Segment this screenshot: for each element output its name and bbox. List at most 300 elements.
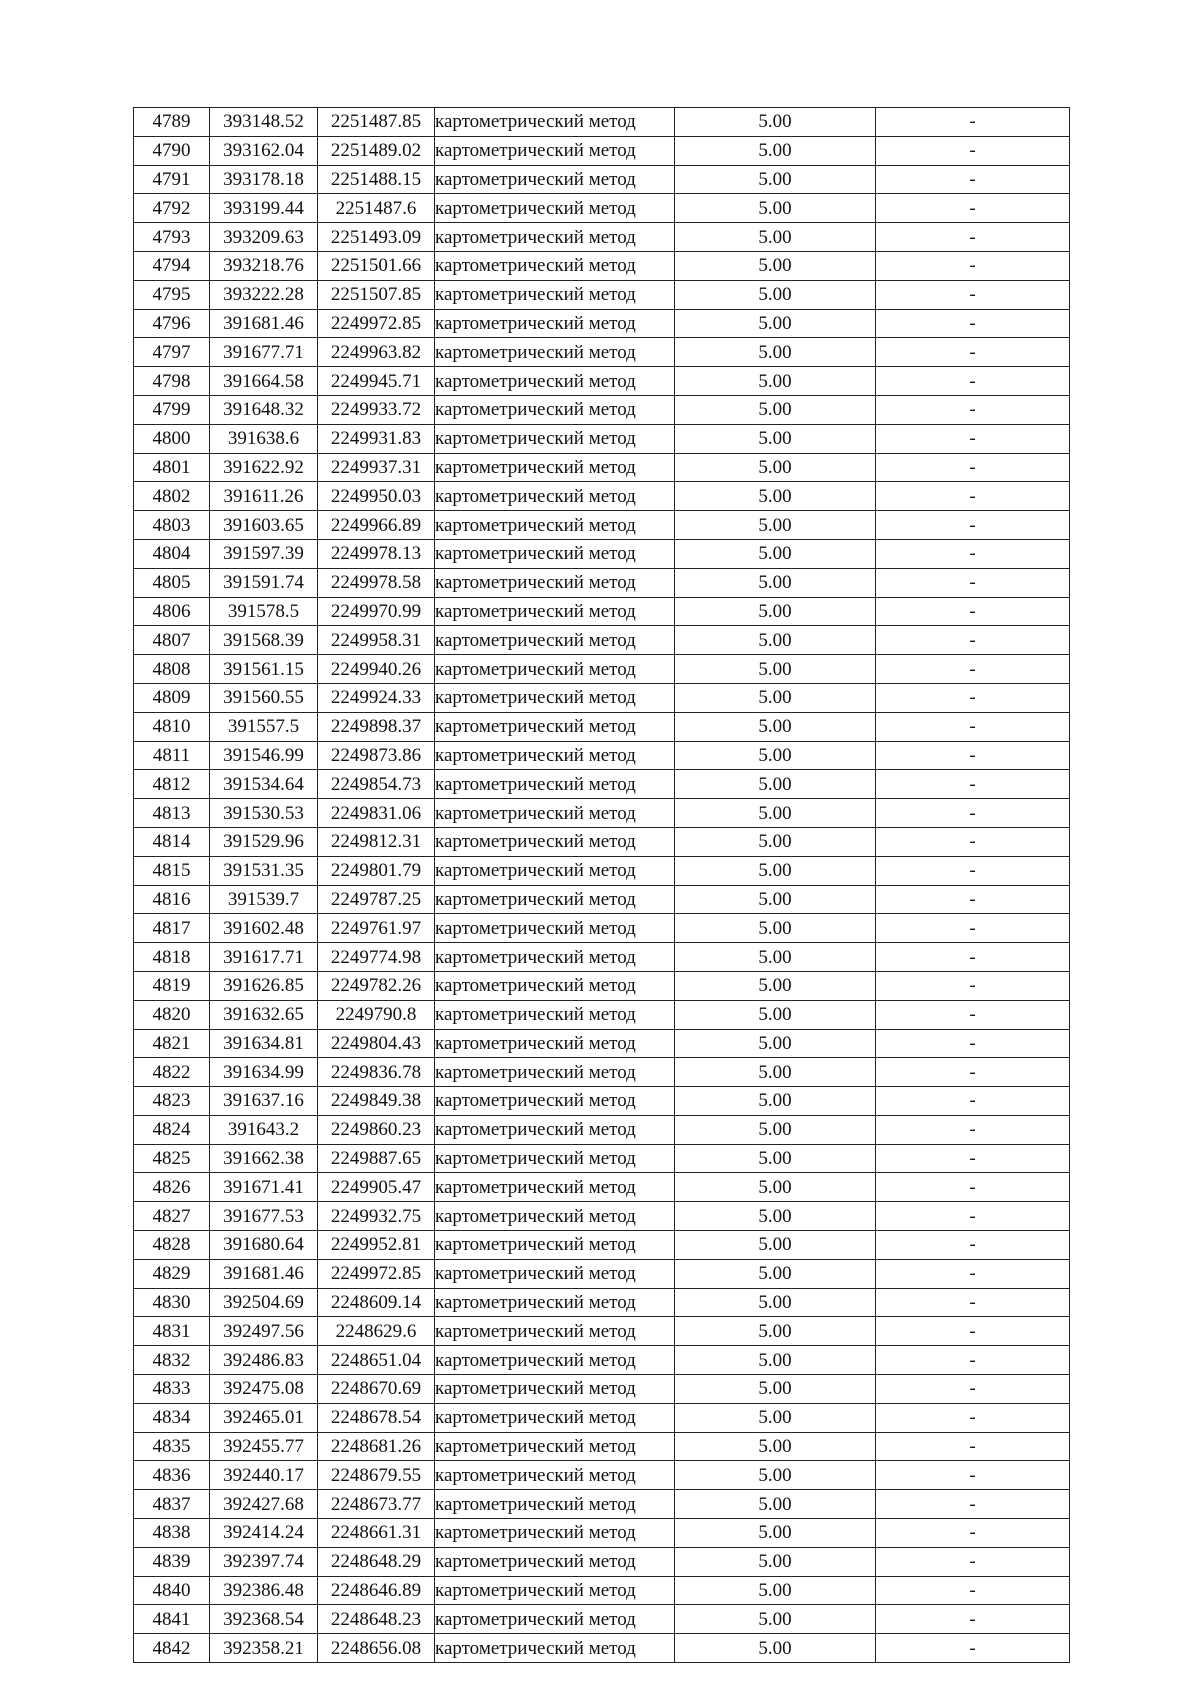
accuracy-cell: 5.00 [675, 1317, 876, 1346]
y-coordinate-cell: 2249804.43 [318, 1029, 435, 1058]
table-row [134, 568, 1070, 597]
point-number-cell: 4794 [134, 251, 210, 280]
y-coordinate-cell: 2249790.8 [318, 1000, 435, 1029]
table-row [134, 108, 1070, 137]
x-coordinate-cell: 393222.28 [210, 280, 318, 309]
accuracy-cell: 5.00 [675, 770, 876, 799]
point-number-cell: 4822 [134, 1058, 210, 1087]
method-cell: картометрический метод [435, 395, 675, 424]
x-coordinate-cell: 393178.18 [210, 165, 318, 194]
table-row [134, 683, 1070, 712]
note-cell: - [876, 1519, 1070, 1548]
point-number-cell: 4789 [134, 108, 210, 137]
x-coordinate-cell: 391531.35 [210, 856, 318, 885]
x-coordinate-cell: 392397.74 [210, 1547, 318, 1576]
table-row [134, 1403, 1070, 1432]
point-number-cell: 4838 [134, 1519, 210, 1548]
note-cell: - [876, 568, 1070, 597]
table-row [134, 1317, 1070, 1346]
note-cell: - [876, 223, 1070, 252]
x-coordinate-cell: 391578.5 [210, 597, 318, 626]
x-coordinate-cell: 391638.6 [210, 424, 318, 453]
y-coordinate-cell: 2249849.38 [318, 1087, 435, 1116]
point-number-cell: 4819 [134, 971, 210, 1000]
accuracy-cell: 5.00 [675, 539, 876, 568]
table-row [134, 1144, 1070, 1173]
y-coordinate-cell: 2249963.82 [318, 338, 435, 367]
table-row [134, 1087, 1070, 1116]
x-coordinate-cell: 391557.5 [210, 712, 318, 741]
table-row [134, 482, 1070, 511]
accuracy-cell: 5.00 [675, 280, 876, 309]
table-row [134, 1000, 1070, 1029]
x-coordinate-cell: 393148.52 [210, 108, 318, 137]
y-coordinate-cell: 2249905.47 [318, 1173, 435, 1202]
coordinates-table [133, 107, 1070, 1663]
note-cell: - [876, 626, 1070, 655]
point-number-cell: 4800 [134, 424, 210, 453]
y-coordinate-cell: 2249966.89 [318, 511, 435, 540]
y-coordinate-cell: 2249787.25 [318, 885, 435, 914]
note-cell: - [876, 482, 1070, 511]
accuracy-cell: 5.00 [675, 108, 876, 137]
y-coordinate-cell: 2249860.23 [318, 1115, 435, 1144]
table-row [134, 395, 1070, 424]
y-coordinate-cell: 2248661.31 [318, 1519, 435, 1548]
method-cell: картометрический метод [435, 1605, 675, 1634]
method-cell: картометрический метод [435, 1058, 675, 1087]
accuracy-cell: 5.00 [675, 655, 876, 684]
note-cell: - [876, 1115, 1070, 1144]
method-cell: картометрический метод [435, 1576, 675, 1605]
point-number-cell: 4808 [134, 655, 210, 684]
point-number-cell: 4815 [134, 856, 210, 885]
note-cell: - [876, 1259, 1070, 1288]
note-cell: - [876, 280, 1070, 309]
note-cell: - [876, 1605, 1070, 1634]
x-coordinate-cell: 392455.77 [210, 1432, 318, 1461]
y-coordinate-cell: 2249952.81 [318, 1231, 435, 1260]
point-number-cell: 4840 [134, 1576, 210, 1605]
accuracy-cell: 5.00 [675, 338, 876, 367]
table-row [134, 1490, 1070, 1519]
table-row [134, 856, 1070, 885]
method-cell: картометрический метод [435, 1432, 675, 1461]
point-number-cell: 4831 [134, 1317, 210, 1346]
point-number-cell: 4825 [134, 1144, 210, 1173]
table-row [134, 770, 1070, 799]
note-cell: - [876, 1432, 1070, 1461]
x-coordinate-cell: 391561.15 [210, 655, 318, 684]
note-cell: - [876, 108, 1070, 137]
point-number-cell: 4829 [134, 1259, 210, 1288]
y-coordinate-cell: 2248646.89 [318, 1576, 435, 1605]
y-coordinate-cell: 2249937.31 [318, 453, 435, 482]
table-row [134, 1547, 1070, 1576]
x-coordinate-cell: 391680.64 [210, 1231, 318, 1260]
table-row [134, 1058, 1070, 1087]
note-cell: - [876, 194, 1070, 223]
method-cell: картометрический метод [435, 1231, 675, 1260]
x-coordinate-cell: 391591.74 [210, 568, 318, 597]
method-cell: картометрический метод [435, 1375, 675, 1404]
accuracy-cell: 5.00 [675, 597, 876, 626]
x-coordinate-cell: 391681.46 [210, 309, 318, 338]
table-row [134, 1346, 1070, 1375]
table-row [134, 1519, 1070, 1548]
note-cell: - [876, 741, 1070, 770]
y-coordinate-cell: 2249972.85 [318, 309, 435, 338]
y-coordinate-cell: 2249812.31 [318, 827, 435, 856]
point-number-cell: 4798 [134, 367, 210, 396]
method-cell: картометрический метод [435, 799, 675, 828]
x-coordinate-cell: 391634.81 [210, 1029, 318, 1058]
note-cell: - [876, 1403, 1070, 1432]
table-row [134, 194, 1070, 223]
y-coordinate-cell: 2248679.55 [318, 1461, 435, 1490]
y-coordinate-cell: 2249831.06 [318, 799, 435, 828]
point-number-cell: 4793 [134, 223, 210, 252]
note-cell: - [876, 1634, 1070, 1663]
y-coordinate-cell: 2249970.99 [318, 597, 435, 626]
accuracy-cell: 5.00 [675, 568, 876, 597]
accuracy-cell: 5.00 [675, 395, 876, 424]
table-row [134, 1432, 1070, 1461]
table-row [134, 626, 1070, 655]
y-coordinate-cell: 2249924.33 [318, 683, 435, 712]
x-coordinate-cell: 391643.2 [210, 1115, 318, 1144]
y-coordinate-cell: 2248629.6 [318, 1317, 435, 1346]
x-coordinate-cell: 391681.46 [210, 1259, 318, 1288]
point-number-cell: 4799 [134, 395, 210, 424]
x-coordinate-cell: 391637.16 [210, 1087, 318, 1116]
point-number-cell: 4820 [134, 1000, 210, 1029]
method-cell: картометрический метод [435, 655, 675, 684]
accuracy-cell: 5.00 [675, 683, 876, 712]
accuracy-cell: 5.00 [675, 1029, 876, 1058]
note-cell: - [876, 1317, 1070, 1346]
point-number-cell: 4830 [134, 1288, 210, 1317]
x-coordinate-cell: 391671.41 [210, 1173, 318, 1202]
accuracy-cell: 5.00 [675, 1432, 876, 1461]
method-cell: картометрический метод [435, 309, 675, 338]
x-coordinate-cell: 392486.83 [210, 1346, 318, 1375]
method-cell: картометрический метод [435, 1634, 675, 1663]
table-row [134, 165, 1070, 194]
method-cell: картометрический метод [435, 626, 675, 655]
x-coordinate-cell: 392386.48 [210, 1576, 318, 1605]
accuracy-cell: 5.00 [675, 1058, 876, 1087]
x-coordinate-cell: 391662.38 [210, 1144, 318, 1173]
table-row [134, 885, 1070, 914]
point-number-cell: 4801 [134, 453, 210, 482]
note-cell: - [876, 539, 1070, 568]
accuracy-cell: 5.00 [675, 1346, 876, 1375]
y-coordinate-cell: 2251489.02 [318, 136, 435, 165]
accuracy-cell: 5.00 [675, 885, 876, 914]
point-number-cell: 4816 [134, 885, 210, 914]
accuracy-cell: 5.00 [675, 1173, 876, 1202]
x-coordinate-cell: 391529.96 [210, 827, 318, 856]
method-cell: картометрический метод [435, 1173, 675, 1202]
y-coordinate-cell: 2248673.77 [318, 1490, 435, 1519]
x-coordinate-cell: 392504.69 [210, 1288, 318, 1317]
x-coordinate-cell: 391603.65 [210, 511, 318, 540]
y-coordinate-cell: 2251488.15 [318, 165, 435, 194]
note-cell: - [876, 1000, 1070, 1029]
method-cell: картометрический метод [435, 827, 675, 856]
x-coordinate-cell: 393162.04 [210, 136, 318, 165]
y-coordinate-cell: 2249945.71 [318, 367, 435, 396]
y-coordinate-cell: 2251487.85 [318, 108, 435, 137]
accuracy-cell: 5.00 [675, 251, 876, 280]
y-coordinate-cell: 2249978.13 [318, 539, 435, 568]
method-cell: картометрический метод [435, 943, 675, 972]
table-row [134, 827, 1070, 856]
point-number-cell: 4806 [134, 597, 210, 626]
table-row [134, 1173, 1070, 1202]
accuracy-cell: 5.00 [675, 1231, 876, 1260]
point-number-cell: 4832 [134, 1346, 210, 1375]
point-number-cell: 4834 [134, 1403, 210, 1432]
accuracy-cell: 5.00 [675, 136, 876, 165]
accuracy-cell: 5.00 [675, 1634, 876, 1663]
x-coordinate-cell: 392440.17 [210, 1461, 318, 1490]
x-coordinate-cell: 392465.01 [210, 1403, 318, 1432]
table-row [134, 309, 1070, 338]
point-number-cell: 4836 [134, 1461, 210, 1490]
y-coordinate-cell: 2251487.6 [318, 194, 435, 223]
method-cell: картометрический метод [435, 539, 675, 568]
method-cell: картометрический метод [435, 568, 675, 597]
accuracy-cell: 5.00 [675, 1605, 876, 1634]
accuracy-cell: 5.00 [675, 1547, 876, 1576]
x-coordinate-cell: 391632.65 [210, 1000, 318, 1029]
point-number-cell: 4791 [134, 165, 210, 194]
table-row [134, 1202, 1070, 1231]
point-number-cell: 4814 [134, 827, 210, 856]
method-cell: картометрический метод [435, 1000, 675, 1029]
note-cell: - [876, 597, 1070, 626]
note-cell: - [876, 511, 1070, 540]
note-cell: - [876, 1173, 1070, 1202]
table-row [134, 655, 1070, 684]
y-coordinate-cell: 2251507.85 [318, 280, 435, 309]
y-coordinate-cell: 2249887.65 [318, 1144, 435, 1173]
method-cell: картометрический метод [435, 136, 675, 165]
x-coordinate-cell: 391568.39 [210, 626, 318, 655]
method-cell: картометрический метод [435, 194, 675, 223]
y-coordinate-cell: 2248681.26 [318, 1432, 435, 1461]
table-row [134, 1634, 1070, 1663]
point-number-cell: 4796 [134, 309, 210, 338]
method-cell: картометрический метод [435, 741, 675, 770]
accuracy-cell: 5.00 [675, 194, 876, 223]
y-coordinate-cell: 2249933.72 [318, 395, 435, 424]
note-cell: - [876, 827, 1070, 856]
table-row [134, 223, 1070, 252]
note-cell: - [876, 683, 1070, 712]
x-coordinate-cell: 391546.99 [210, 741, 318, 770]
note-cell: - [876, 424, 1070, 453]
x-coordinate-cell: 391611.26 [210, 482, 318, 511]
accuracy-cell: 5.00 [675, 309, 876, 338]
method-cell: картометрический метод [435, 482, 675, 511]
y-coordinate-cell: 2249931.83 [318, 424, 435, 453]
note-cell: - [876, 1288, 1070, 1317]
note-cell: - [876, 1202, 1070, 1231]
point-number-cell: 4842 [134, 1634, 210, 1663]
y-coordinate-cell: 2249958.31 [318, 626, 435, 655]
x-coordinate-cell: 392427.68 [210, 1490, 318, 1519]
note-cell: - [876, 1461, 1070, 1490]
point-number-cell: 4803 [134, 511, 210, 540]
method-cell: картометрический метод [435, 108, 675, 137]
table-row [134, 1461, 1070, 1490]
note-cell: - [876, 367, 1070, 396]
y-coordinate-cell: 2248648.23 [318, 1605, 435, 1634]
note-cell: - [876, 885, 1070, 914]
x-coordinate-cell: 393199.44 [210, 194, 318, 223]
note-cell: - [876, 1029, 1070, 1058]
y-coordinate-cell: 2249950.03 [318, 482, 435, 511]
note-cell: - [876, 712, 1070, 741]
point-number-cell: 4813 [134, 799, 210, 828]
note-cell: - [876, 251, 1070, 280]
table-row [134, 741, 1070, 770]
table-row [134, 1259, 1070, 1288]
table-row [134, 424, 1070, 453]
accuracy-cell: 5.00 [675, 511, 876, 540]
method-cell: картометрический метод [435, 683, 675, 712]
method-cell: картометрический метод [435, 165, 675, 194]
y-coordinate-cell: 2248678.54 [318, 1403, 435, 1432]
note-cell: - [876, 136, 1070, 165]
point-number-cell: 4821 [134, 1029, 210, 1058]
x-coordinate-cell: 391626.85 [210, 971, 318, 1000]
note-cell: - [876, 856, 1070, 885]
x-coordinate-cell: 392414.24 [210, 1519, 318, 1548]
x-coordinate-cell: 393209.63 [210, 223, 318, 252]
y-coordinate-cell: 2249836.78 [318, 1058, 435, 1087]
y-coordinate-cell: 2249782.26 [318, 971, 435, 1000]
note-cell: - [876, 165, 1070, 194]
method-cell: картометрический метод [435, 856, 675, 885]
accuracy-cell: 5.00 [675, 712, 876, 741]
table-row [134, 367, 1070, 396]
method-cell: картометрический метод [435, 223, 675, 252]
table-row [134, 1605, 1070, 1634]
accuracy-cell: 5.00 [675, 482, 876, 511]
method-cell: картометрический метод [435, 1144, 675, 1173]
table-row [134, 712, 1070, 741]
y-coordinate-cell: 2251493.09 [318, 223, 435, 252]
accuracy-cell: 5.00 [675, 424, 876, 453]
method-cell: картометрический метод [435, 1519, 675, 1548]
x-coordinate-cell: 391622.92 [210, 453, 318, 482]
point-number-cell: 4805 [134, 568, 210, 597]
x-coordinate-cell: 391677.71 [210, 338, 318, 367]
point-number-cell: 4823 [134, 1087, 210, 1116]
table-row [134, 251, 1070, 280]
table-row [134, 1231, 1070, 1260]
note-cell: - [876, 1144, 1070, 1173]
point-number-cell: 4827 [134, 1202, 210, 1231]
method-cell: картометрический метод [435, 770, 675, 799]
y-coordinate-cell: 2248656.08 [318, 1634, 435, 1663]
note-cell: - [876, 943, 1070, 972]
point-number-cell: 4807 [134, 626, 210, 655]
method-cell: картометрический метод [435, 597, 675, 626]
x-coordinate-cell: 392368.54 [210, 1605, 318, 1634]
accuracy-cell: 5.00 [675, 827, 876, 856]
y-coordinate-cell: 2249761.97 [318, 914, 435, 943]
accuracy-cell: 5.00 [675, 1202, 876, 1231]
accuracy-cell: 5.00 [675, 914, 876, 943]
note-cell: - [876, 799, 1070, 828]
note-cell: - [876, 1058, 1070, 1087]
y-coordinate-cell: 2249873.86 [318, 741, 435, 770]
x-coordinate-cell: 393218.76 [210, 251, 318, 280]
y-coordinate-cell: 2249972.85 [318, 1259, 435, 1288]
method-cell: картометрический метод [435, 1029, 675, 1058]
y-coordinate-cell: 2249801.79 [318, 856, 435, 885]
point-number-cell: 4812 [134, 770, 210, 799]
method-cell: картометрический метод [435, 1087, 675, 1116]
y-coordinate-cell: 2248609.14 [318, 1288, 435, 1317]
accuracy-cell: 5.00 [675, 799, 876, 828]
table-row [134, 539, 1070, 568]
x-coordinate-cell: 391602.48 [210, 914, 318, 943]
note-cell: - [876, 1547, 1070, 1576]
note-cell: - [876, 1346, 1070, 1375]
point-number-cell: 4824 [134, 1115, 210, 1144]
method-cell: картометрический метод [435, 971, 675, 1000]
y-coordinate-cell: 2249774.98 [318, 943, 435, 972]
point-number-cell: 4841 [134, 1605, 210, 1634]
table-row [134, 338, 1070, 367]
accuracy-cell: 5.00 [675, 453, 876, 482]
table-row [134, 511, 1070, 540]
accuracy-cell: 5.00 [675, 626, 876, 655]
accuracy-cell: 5.00 [675, 1576, 876, 1605]
y-coordinate-cell: 2251501.66 [318, 251, 435, 280]
table-row [134, 280, 1070, 309]
x-coordinate-cell: 391677.53 [210, 1202, 318, 1231]
method-cell: картометрический метод [435, 280, 675, 309]
point-number-cell: 4826 [134, 1173, 210, 1202]
point-number-cell: 4810 [134, 712, 210, 741]
note-cell: - [876, 971, 1070, 1000]
coordinates-table-body [134, 108, 1070, 1663]
accuracy-cell: 5.00 [675, 1490, 876, 1519]
y-coordinate-cell: 2249898.37 [318, 712, 435, 741]
accuracy-cell: 5.00 [675, 1115, 876, 1144]
x-coordinate-cell: 391634.99 [210, 1058, 318, 1087]
accuracy-cell: 5.00 [675, 223, 876, 252]
method-cell: картометрический метод [435, 885, 675, 914]
method-cell: картометрический метод [435, 338, 675, 367]
table-row [134, 1576, 1070, 1605]
point-number-cell: 4835 [134, 1432, 210, 1461]
y-coordinate-cell: 2249854.73 [318, 770, 435, 799]
method-cell: картометрический метод [435, 1259, 675, 1288]
accuracy-cell: 5.00 [675, 1259, 876, 1288]
y-coordinate-cell: 2248648.29 [318, 1547, 435, 1576]
accuracy-cell: 5.00 [675, 1000, 876, 1029]
y-coordinate-cell: 2249978.58 [318, 568, 435, 597]
y-coordinate-cell: 2249932.75 [318, 1202, 435, 1231]
